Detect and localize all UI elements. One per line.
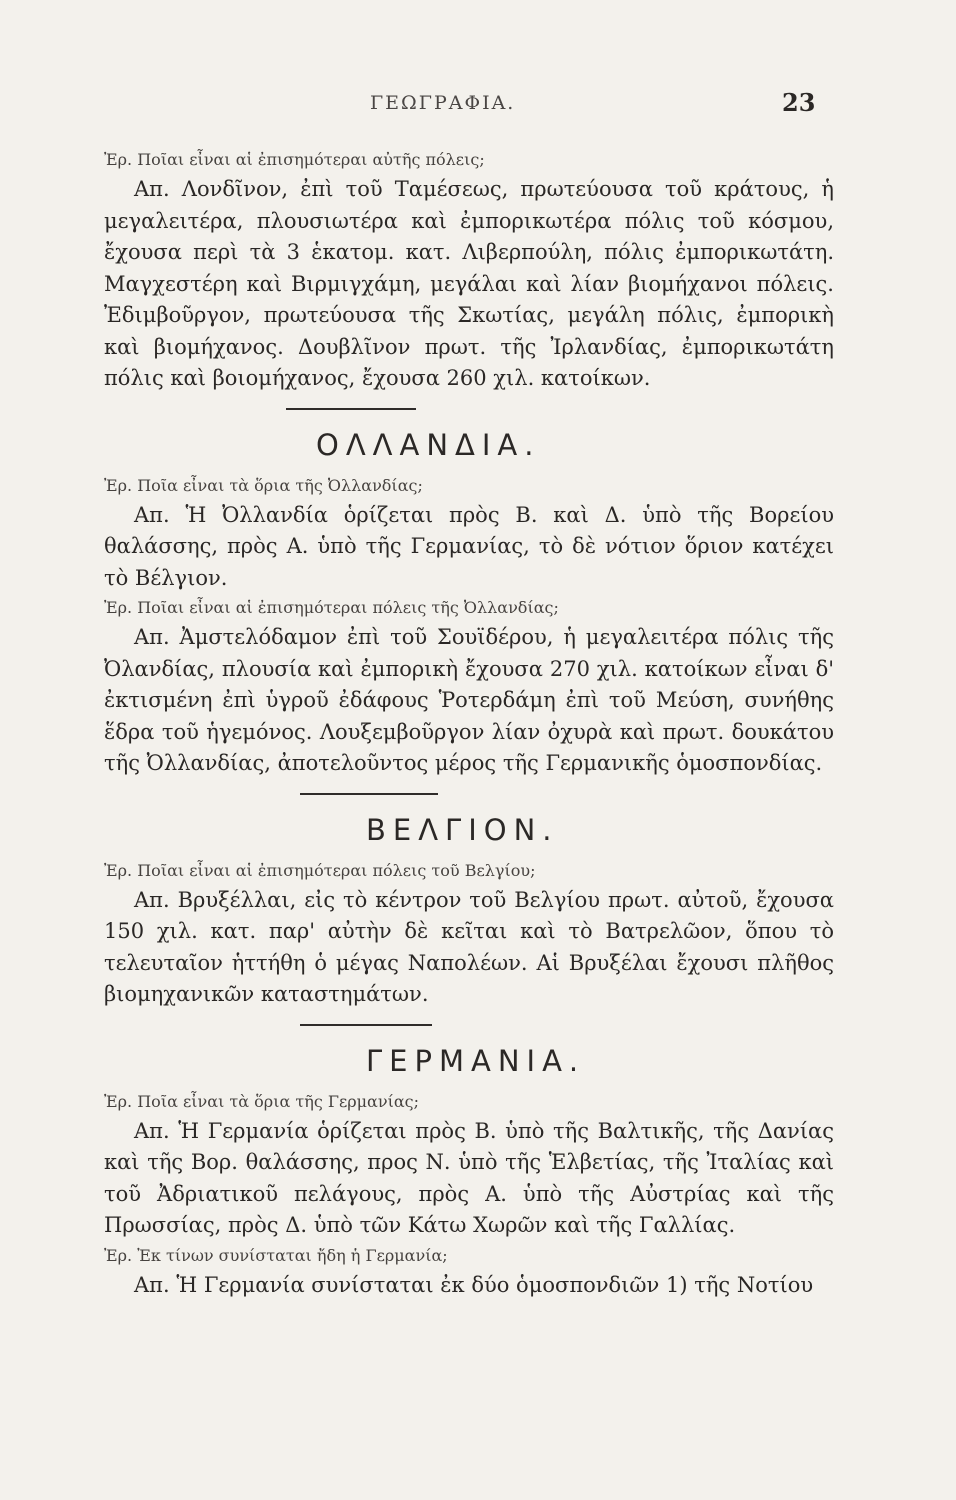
section-heading: ΒΕΛΓΙΟΝ. (366, 812, 559, 847)
page-number: 23 (782, 88, 816, 117)
answer-intro: Απ. Λονδῖνον, ἐπὶ τοῦ Ταμέσεως, πρωτεύουσα τοῦ κράτους, ἡ μεγαλειτέρα, πλουσιωτέρα καὶ ἐμπορικωτέρα πόλις τοῦ κόσμου, ἔχουσα περὶ τὰ 3 ἑκατομ. κατ. Λιβερπούλη, πόλις ἐμπορικωτάτη. Μαγχεστέρη καὶ Βιρμιγχάμη, μεγάλαι καὶ λίαν βιομήχανοι πόλεις. Ἐδιμβοῦργον, πρωτεύουσα τῆς Σκωτίας, μεγάλη πόλις, ἐμπορικὴ καὶ βιομήχανος. Δουβλῖνον πρωτ. τῆς Ἰρλανδίας, ἐμπορικωτάτη πόλις καὶ βοιομήχανος, ἔχουσα 260 χιλ. κατοίκων. (104, 177, 834, 390)
section-belgium (104, 813, 834, 1011)
answer-composition: Απ. Ἡ Γερμανία συνίσταται ἐκ δύο ὁμοσπονδιῶν 1) τῆς Νοτίου (134, 1272, 814, 1297)
question-cities: Ἐρ. Ποῖαι εἶναι αἱ ἐπισημότεραι πόλεις τῆς Ὀλλανδίας; (104, 598, 559, 617)
answer-cities: Απ. Βρυξέλλαι, εἰς τὸ κέντρον τοῦ Βελγίου πρωτ. αὐτοῦ, ἔχουσα 150 χιλ. κατ. παρ' αὐτὴν δὲ κεῖται καὶ τὸ Βατρελῶον, ὅπου τὸ τελευταῖον ἡττήθη ὁ μέγας Ναπολέων. Αἱ Βρυξέλαι ἔχουσι πλῆθος βιομηχανικῶν καταστημάτων. (104, 887, 834, 1006)
section-germany (104, 1044, 834, 1302)
section-divider (300, 1024, 432, 1026)
section-heading: ΟΛΛΑΝΔΙΑ. (316, 427, 541, 462)
answer-borders: Απ. Ἡ Ὀλλανδία ὁρίζεται πρὸς Β. καὶ Δ. ὑπὸ τῆς Βορείου θαλάσσης, πρὸς Α. ὑπὸ τῆς Γερμανίας, τὸ δὲ νότιον ὅριον κατέχει τὸ Βέλγιον. (104, 502, 834, 590)
section-divider (300, 793, 438, 795)
running-title: ΓΕΩΓΡΑΦΙΑ. (370, 92, 516, 114)
section-heading: ΓΕΡΜΑΝΙΑ. (366, 1043, 586, 1078)
question-borders: Ἐρ. Ποῖα εἶναι τὰ ὅρια τῆς Ὀλλανδίας; (104, 475, 423, 495)
answer-borders: Απ. Ἡ Γερμανία ὁρίζεται πρὸς Β. ὑπὸ τῆς Βαλτικῆς, τῆς Δανίας καὶ τῆς Βορ. θαλάσσης, προς Ν. ὑπὸ τῆς Ἑλβετίας, τῆς Ἰταλίας καὶ τοῦ Ἀδριατικοῦ πελάγους, πρὸς Α. ὑπὸ τῆς Αὐστρίας καὶ τῆς Πρωσσίας, πρὸς Δ. ὑπὸ τῶν Κάτω Χωρῶν καὶ τῆς Γαλλίας. (104, 1118, 834, 1237)
answer-cities: Απ. Ἀμστελόδαμον ἐπὶ τοῦ Σουϊδέρου, ἡ μεγαλειτέρα πόλις τῆς Ὀλανδίας, πλουσία καὶ ἐμπορικὴ ἔχουσα 270 χιλ. κατοίκων εἶναι δ' ἐκτισμένη ἐπὶ ὑγροῦ ἐδάφους Ῥοτερδάμη ἐπὶ τοῦ Μεύση, συνήθης ἕδρα τοῦ ἡγεμόνος. Λουξεμβοῦργον λίαν ὀχυρὰ καὶ πρωτ. δουκάτου τῆς Ὀλλανδίας, ἀποτελοῦντος μέρος τῆς Γερμανικῆς ὁμοσπονδίας. (104, 625, 834, 775)
question-cities: Ἐρ. Ποῖαι εἶναι αἱ ἐπισημότεραι πόλεις τοῦ Βελγίου; (104, 860, 536, 880)
running-head (0, 88, 956, 122)
question-borders: Ἐρ. Ποῖα εἶναι τὰ ὅρια τῆς Γερμανίας; (104, 1091, 420, 1111)
question-intro: Ἐρ. Ποῖαι εἶναι αἱ ἐπισημότεραι αὐτῆς πόλεις; (104, 150, 485, 169)
section-netherlands (104, 428, 834, 780)
section-divider (286, 408, 416, 410)
page-body (104, 146, 834, 1301)
question-composition: Ἐρ. Ἐκ τίνων συνίσταται ἤδη ἡ Γερμανία; (104, 1245, 448, 1265)
